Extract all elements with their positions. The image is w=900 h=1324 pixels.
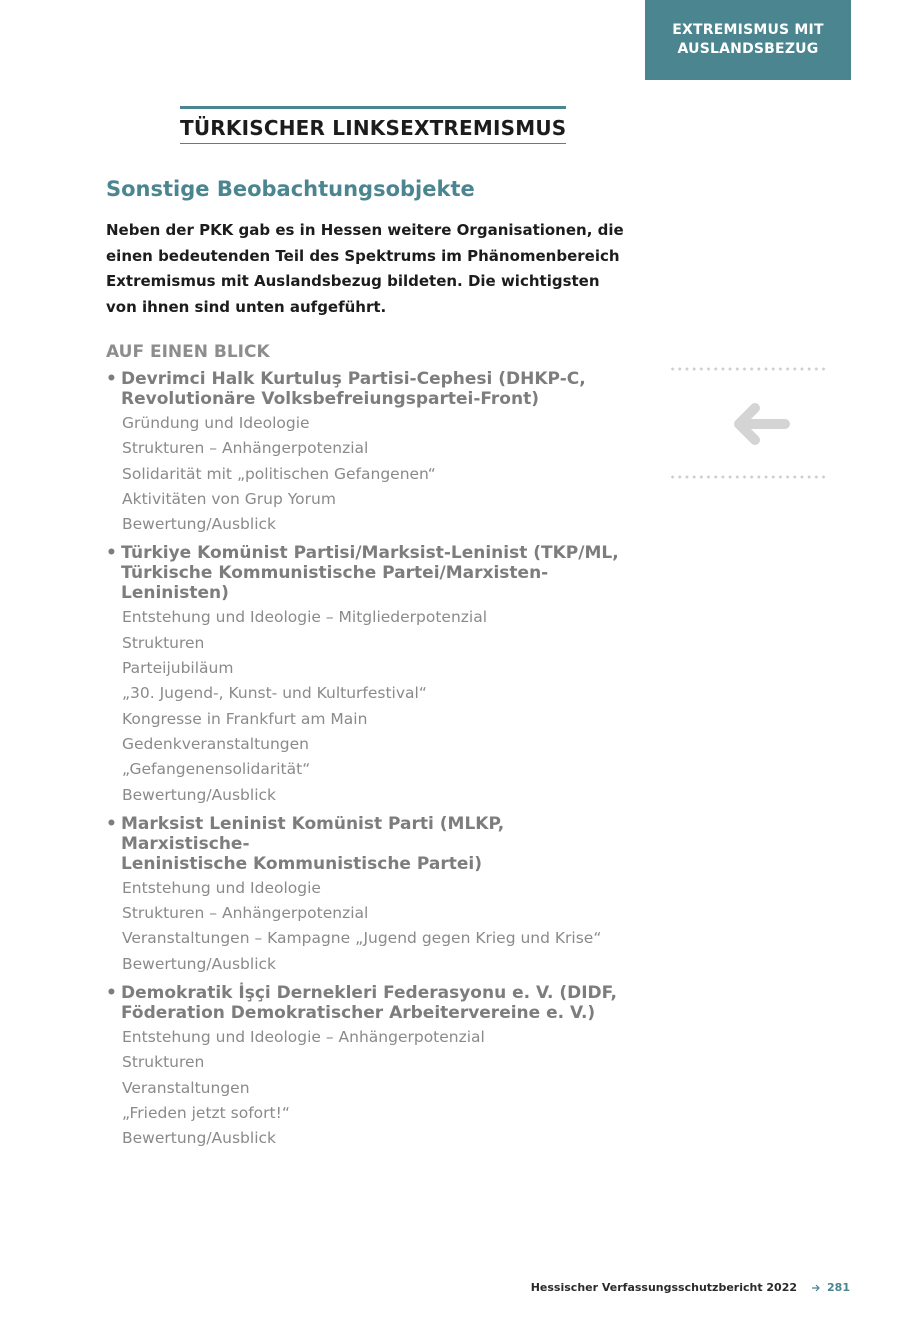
page-title: Sonstige Beobachtungsobjekte xyxy=(106,177,475,201)
dotted-divider-bottom xyxy=(669,475,827,479)
organization-name-line2: Revolutionäre Volksbefreiungspartei-Front) xyxy=(121,389,539,409)
page-number-group xyxy=(811,1281,850,1294)
subtopic-item: Gründung und Ideologie xyxy=(122,414,310,432)
organization-name-line1: Türkiye Komünist Partisi/Marksist-Leninist (TKP/ML, xyxy=(121,543,619,564)
bullet-icon: • xyxy=(106,983,117,1004)
subtopic-item: Strukturen – Anhängerpotenzial xyxy=(122,439,369,458)
organization-item xyxy=(106,369,626,537)
subtopic-item: Veranstaltungen – Kampagne „Jugend gegen Krieg und Krise“ xyxy=(122,929,602,948)
organization-heading xyxy=(106,814,626,874)
bullet-icon: • xyxy=(106,543,117,564)
subtopic-item: Solidarität mit „politischen Gefangenen“ xyxy=(122,464,436,483)
chapter-tab-line2: AUSLANDSBEZUG xyxy=(677,41,819,57)
organization-name-line1: Demokratik İşçi Dernekleri Federasyonu e. V. (DIDF, xyxy=(121,983,618,1004)
subtopic-item: Entstehung und Ideologie – Mitgliederpotenzial xyxy=(122,608,488,627)
subtopic-item: Strukturen xyxy=(122,633,205,652)
organization-name-line1: Marksist Leninist Komünist Parti (MLKP, Marxistische- xyxy=(121,813,505,854)
organization-heading xyxy=(106,369,626,409)
subtopic-list xyxy=(106,605,626,807)
page-number: 281 xyxy=(827,1281,850,1294)
bullet-icon: • xyxy=(106,369,117,389)
publication-name: Hessischer Verfassungsschutzbericht 2022 xyxy=(530,1281,798,1294)
chapter-tab xyxy=(645,0,851,80)
subtopic-list xyxy=(106,1025,626,1151)
organization-item xyxy=(106,543,626,807)
subtopic-item: Gedenkveranstaltungen xyxy=(122,734,310,753)
organization-name-line2: Leninistische Kommunistische Partei) xyxy=(121,853,482,874)
organization-name-line2: Föderation Demokratischer Arbeitervereine e. V.) xyxy=(121,1003,596,1024)
subtopic-list xyxy=(106,876,626,977)
subtopic-item: Strukturen – Anhängerpotenzial xyxy=(122,904,369,923)
subtopic-item: Veranstaltungen xyxy=(122,1078,250,1097)
organization-item xyxy=(106,814,626,977)
bullet-icon: • xyxy=(106,813,117,834)
subtopic-item: Entstehung und Ideologie xyxy=(122,878,321,897)
at-a-glance-title: AUF EINEN BLICK xyxy=(106,342,270,362)
intro-paragraph: Neben der PKK gab es in Hessen weitere Organisationen, die einen bedeutenden Teil des Spektrums im Phänomenbereich Extremismus mit Auslandsbezug bildeten. Die wichtigsten von ihnen sind unten aufgeführt. xyxy=(106,221,624,316)
organization-item xyxy=(106,983,626,1151)
subtopic-item: „Gefangenensolidarität“ xyxy=(122,760,311,779)
organization-heading xyxy=(106,543,626,603)
subtopic-item: Bewertung/Ausblick xyxy=(122,1129,276,1148)
subtopic-item: Parteijubiläum xyxy=(122,659,234,678)
chapter-tab-line1: EXTREMISMUS MIT xyxy=(672,22,824,38)
subtopic-item: Entstehung und Ideologie – Anhängerpotenzial xyxy=(122,1028,485,1047)
subtopic-item: „30. Jugend-, Kunst- und Kulturfestival“ xyxy=(122,684,427,703)
organization-heading xyxy=(106,983,626,1023)
section-heading: TÜRKISCHER LINKSEXTREMISMUS xyxy=(180,106,566,144)
arrow-right-icon xyxy=(811,1283,821,1293)
subtopic-item: Strukturen xyxy=(122,1053,205,1072)
arrow-left-icon xyxy=(727,400,791,448)
subtopic-item: Kongresse in Frankfurt am Main xyxy=(122,709,368,728)
subtopic-item: Aktivitäten von Grup Yorum xyxy=(122,489,336,508)
subtopic-item: „Frieden jetzt sofort!“ xyxy=(122,1103,290,1122)
at-a-glance xyxy=(106,341,626,1152)
page-footer xyxy=(531,1281,850,1294)
organization-list xyxy=(106,369,626,1152)
subtopic-list xyxy=(106,411,626,537)
subtopic-item: Bewertung/Ausblick xyxy=(122,515,276,534)
organization-name-line1: Devrimci Halk Kurtuluş Partisi-Cephesi (DHKP-C, xyxy=(121,369,586,389)
subtopic-item: Bewertung/Ausblick xyxy=(122,954,276,973)
subtopic-item: Bewertung/Ausblick xyxy=(122,785,276,804)
organization-name-line2: Türkische Kommunistische Partei/Marxisten-Leninisten) xyxy=(121,563,549,604)
dotted-divider-top xyxy=(669,367,827,371)
